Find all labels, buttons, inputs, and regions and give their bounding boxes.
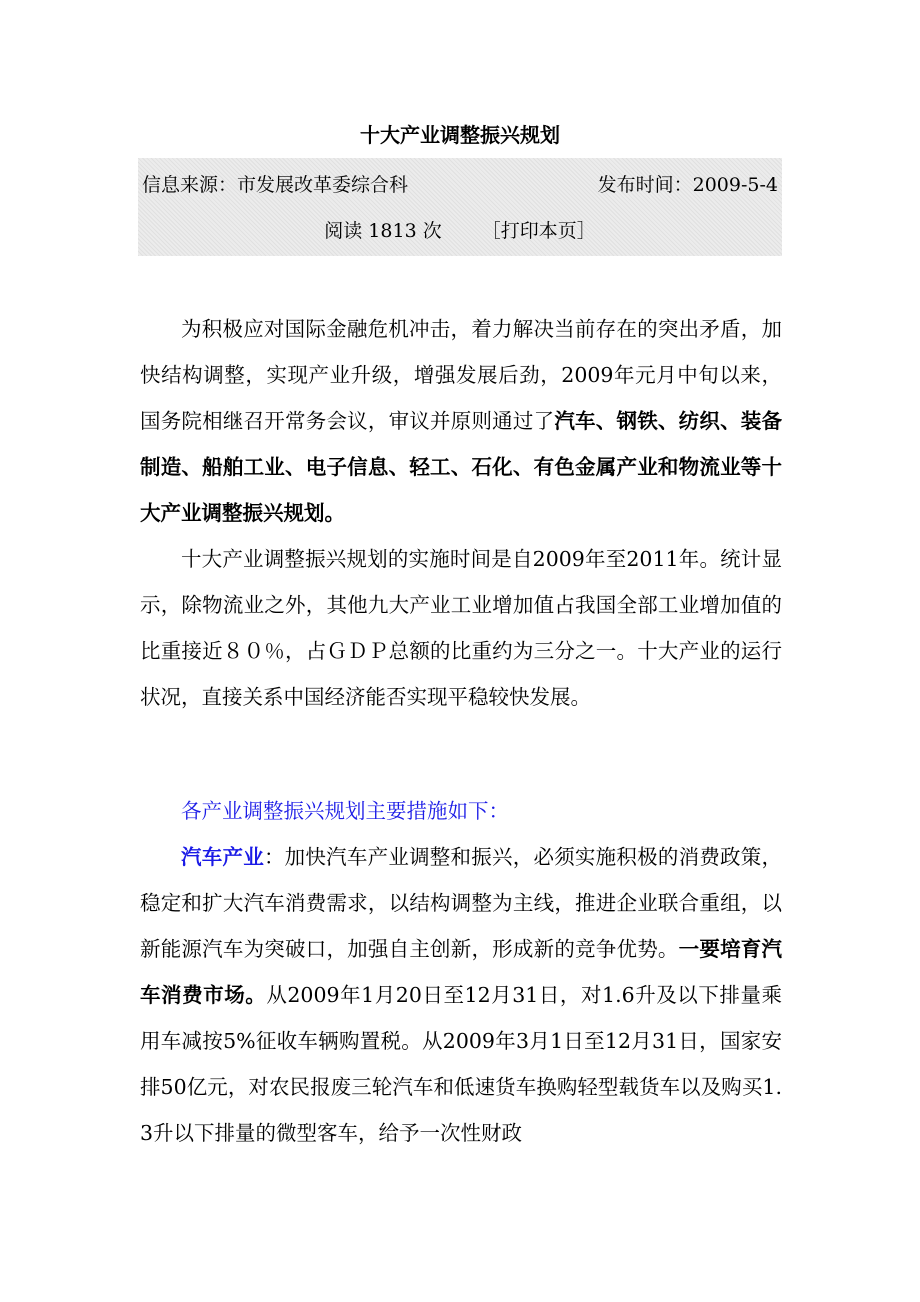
section-heading: 各产业调整振兴规划主要措施如下： — [181, 799, 509, 823]
paragraph-gap — [140, 720, 782, 788]
intro-text: 为积极应对国际金融危机冲击，着力解决当前存在的突出矛盾，加快结构调整，实现产业升级，增强发展后劲，2009年元月中旬以来，国务院相继召开常务会议，审议并原则通过了 — [140, 317, 782, 433]
print-page-link[interactable]: ［打印本页］ — [481, 220, 596, 242]
paragraph-auto-industry — [140, 834, 782, 1156]
auto-industry-text: 加快汽车产业调整和振兴，必须实施积极的消费政策，稳定和扩大汽车消费需求，以结构调整为主线，推进企业联合重组，以新能源汽车为突破口，加强自主创新，形成新的竞争优势。 — [140, 845, 783, 961]
info-row — [142, 170, 778, 200]
article-body — [140, 306, 782, 1156]
read-count: 阅读 1813 次 — [324, 220, 442, 242]
publish-date: 发布时间：2009-5-4 — [597, 174, 778, 196]
auto-industry-label: 汽车产业 — [181, 845, 264, 869]
info-box — [138, 158, 782, 256]
document-title: 十大产业调整振兴规划 — [360, 123, 560, 147]
auto-point-text: 从2009年1月20日至12月31日，对1.6升及以下排量乘用车减按5%征收车辆购置税。从2009年3月1日至12月31日，国家安排50亿元，对农民报废三轮汽车和低速货车换购轻型载货车以及购买1.3升以下排量的微型客车，给予一次性财政 — [140, 983, 783, 1145]
info-row-reads — [138, 216, 782, 246]
auto-colon: ： — [263, 845, 285, 869]
paragraph-intro — [140, 306, 782, 536]
info-source: 信息来源：市发展改革委综合科 — [142, 174, 409, 196]
auto-point-heading: 一要培育汽车消费市场。 — [140, 937, 783, 1007]
paragraph-statistics: 十大产业调整振兴规划的实施时间是自2009年至2011年。统计显示，除物流业之外，其他九大产业工业增加值占我国全部工业增加值的比重接近８０％，占ＧＤＰ总额的比重约为三分之一。十大产业的运行状况，直接关系中国经济能否实现平稳较快发展。 — [140, 547, 782, 709]
intro-industries-bold: 汽车、钢铁、纺织、装备制造、船舶工业、电子信息、轻工、石化、有色金属产业和物流业等十大产业调整振兴规划。 — [140, 409, 783, 525]
